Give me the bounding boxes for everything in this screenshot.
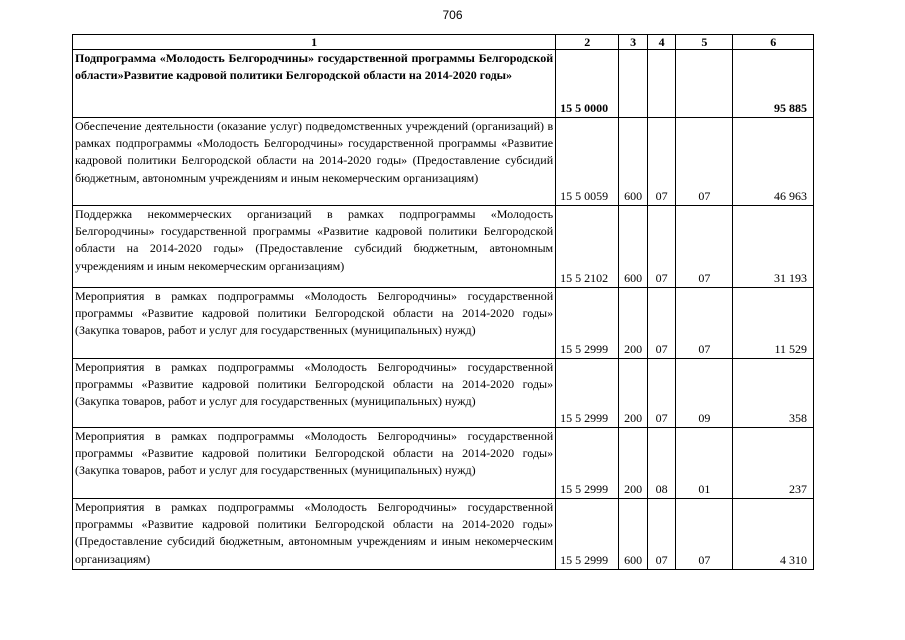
header-col-4: 4 [647, 35, 676, 50]
row-description: Мероприятия в рамках подпрограммы «Молодость Белгородчины» государственной программы «Развитие кадровой политики Белгородской области на 2014-2020 годы» (Закупка товаров, работ и услуг для государственных (муниципальных) нужд) [73, 288, 556, 359]
row-description: Мероприятия в рамках подпрограммы «Молодость Белгородчины» государственной программы «Развитие кадровой политики Белгородской области на 2014-2020 годы» (Предоставление субсидий бюджетным, автономным учреждениям и иным некомерческим организациям) [73, 499, 556, 570]
header-col-3: 3 [619, 35, 648, 50]
row-col-5: 07 [676, 499, 733, 570]
row-col-4: 07 [647, 499, 676, 570]
row-col-5: 09 [676, 359, 733, 428]
table-body [73, 50, 814, 570]
header-col-1: 1 [73, 35, 556, 50]
table-row [73, 206, 814, 288]
table-row [73, 359, 814, 428]
row-amount: 95 885 [733, 50, 814, 118]
row-col-3: 600 [619, 499, 648, 570]
page-number: 706 [442, 8, 463, 22]
row-col-4: 07 [647, 118, 676, 206]
row-col-4: 08 [647, 428, 676, 499]
table-row [73, 428, 814, 499]
row-col-4: 07 [647, 288, 676, 359]
table-row [73, 499, 814, 570]
row-col-4: 07 [647, 359, 676, 428]
row-code: 15 5 2999 [556, 499, 619, 570]
row-amount: 237 [733, 428, 814, 499]
row-col-5: 07 [676, 206, 733, 288]
row-code: 15 5 2999 [556, 359, 619, 428]
row-amount: 11 529 [733, 288, 814, 359]
row-col-3 [619, 50, 648, 118]
row-col-3: 200 [619, 359, 648, 428]
table-row [73, 118, 814, 206]
table-row [73, 288, 814, 359]
row-amount: 358 [733, 359, 814, 428]
budget-table [72, 34, 814, 570]
row-col-3: 200 [619, 288, 648, 359]
header-col-5: 5 [676, 35, 733, 50]
row-col-5 [676, 50, 733, 118]
row-amount: 46 963 [733, 118, 814, 206]
row-amount: 4 310 [733, 499, 814, 570]
row-col-5: 01 [676, 428, 733, 499]
row-description: Поддержка некоммерческих организаций в рамках подпрограммы «Молодость Белгородчины» государственной программы «Развитие кадровой политики Белгородской области на 2014-2020 годы» (Предоставление субсидий бюджетным, автономным учреждениям и иным некомерческим организациям) [73, 206, 556, 288]
header-col-6: 6 [733, 35, 814, 50]
row-code: 15 5 0059 [556, 118, 619, 206]
row-amount: 31 193 [733, 206, 814, 288]
row-code: 15 5 0000 [556, 50, 619, 118]
row-code: 15 5 2999 [556, 428, 619, 499]
row-code: 15 5 2999 [556, 288, 619, 359]
row-description: Обеспечение деятельности (оказание услуг) подведомственных учреждений (организаций) в рамках подпрограммы «Молодость Белгородчины» государственной программы «Развитие кадровой политики Белгородской области на 2014-2020 годы» (Предоставление субсидий бюджетным, автономным учреждениям и иным некомерческим организациям) [73, 118, 556, 206]
table-row [73, 50, 814, 118]
table-header-row [73, 35, 814, 50]
row-description: Мероприятия в рамках подпрограммы «Молодость Белгородчины» государственной программы «Развитие кадровой политики Белгородской области на 2014-2020 годы» (Закупка товаров, работ и услуг для государственных (муниципальных) нужд) [73, 428, 556, 499]
header-col-2: 2 [556, 35, 619, 50]
row-col-3: 200 [619, 428, 648, 499]
row-code: 15 5 2102 [556, 206, 619, 288]
row-col-4 [647, 50, 676, 118]
row-description: Подпрограмма «Молодость Белгородчины» государственной программы Белгородской области»Развитие кадровой политики Белгородской области на 2014-2020 годы» [73, 50, 556, 118]
row-col-4: 07 [647, 206, 676, 288]
row-col-3: 600 [619, 206, 648, 288]
row-col-5: 07 [676, 288, 733, 359]
row-col-3: 600 [619, 118, 648, 206]
row-description: Мероприятия в рамках подпрограммы «Молодость Белгородчины» государственной программы «Развитие кадровой политики Белгородской области на 2014-2020 годы» (Закупка товаров, работ и услуг для государственных (муниципальных) нужд) [73, 359, 556, 428]
row-col-5: 07 [676, 118, 733, 206]
